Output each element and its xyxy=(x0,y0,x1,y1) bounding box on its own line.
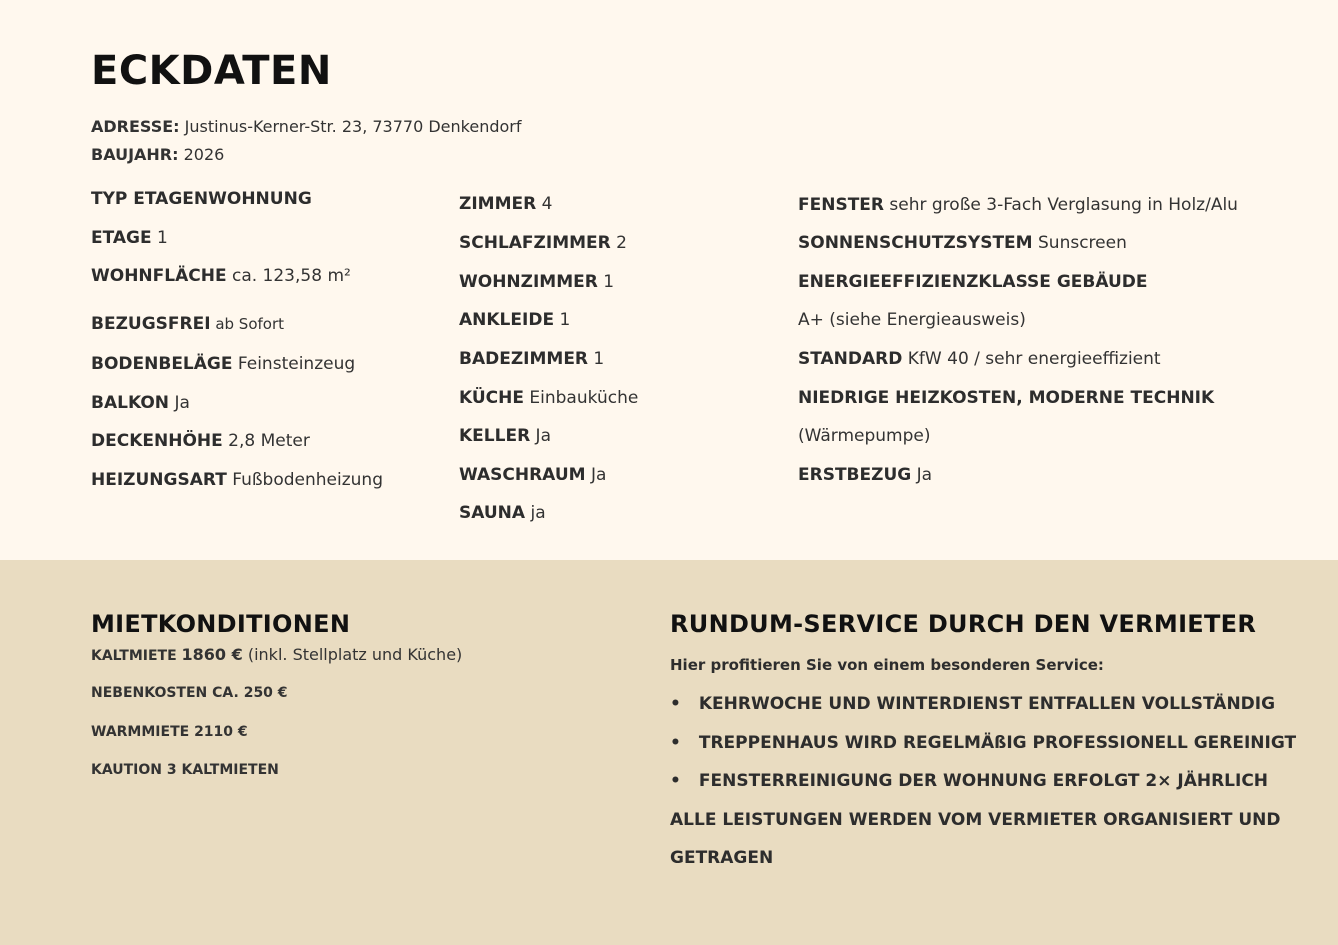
eckdaten-title: ECKDATEN xyxy=(91,48,332,94)
fact-value: 1 xyxy=(597,272,615,292)
fact-balkon xyxy=(91,393,190,413)
fact-value: ca. 123,58 m² xyxy=(226,266,351,286)
bullet-dot: • xyxy=(670,733,681,753)
service-title: RUNDUM-SERVICE DURCH DEN VERMIETER xyxy=(670,610,1257,638)
baujahr-value: 2026 xyxy=(178,145,225,164)
fact-label: ANKLEIDE xyxy=(459,310,555,330)
fact-heizungsart xyxy=(91,470,383,490)
fact-value: 1 xyxy=(554,310,571,330)
fact-label: BEZUGSFREI xyxy=(91,314,211,334)
fact-fenster xyxy=(798,195,1238,215)
service-bullet xyxy=(670,733,1296,753)
adresse-value: Justinus-Kerner-Str. 23, 73770 Denkendorf xyxy=(179,117,522,136)
kaution-line xyxy=(91,762,279,778)
fact-label: NIEDRIGE HEIZKOSTEN, MODERNE TECHNIK xyxy=(798,388,1215,408)
fact-value: 2,8 Meter xyxy=(222,431,310,451)
kaltmiete-note: (inkl. Stellplatz und Küche) xyxy=(242,645,463,664)
kaltmiete-label: KALTMIETE xyxy=(91,648,182,664)
fact-label: ERSTBEZUG xyxy=(798,465,912,485)
fact-schlafzimmer xyxy=(459,233,627,253)
fact-label: FENSTER xyxy=(798,195,884,215)
fact-heizkosten xyxy=(798,388,1214,408)
fact-bezugsfrei xyxy=(91,314,284,334)
fact-ankleide xyxy=(459,310,570,330)
fact-wohnflaeche xyxy=(91,266,351,286)
fact-label: DECKENHÖHE xyxy=(91,431,223,451)
kaution-text: KAUTION 3 KALTMIETEN xyxy=(91,762,279,778)
service-bullet xyxy=(670,771,1268,791)
warmmiete-value: 2110 € xyxy=(194,724,248,740)
fact-label: TYP ETAGENWOHNUNG xyxy=(91,189,312,209)
fact-value: ja xyxy=(525,503,546,523)
nebenkosten-line xyxy=(91,685,288,701)
fact-label: BADEZIMMER xyxy=(459,349,589,369)
fact-label: BALKON xyxy=(91,393,170,413)
fact-waschraum xyxy=(459,465,606,485)
fact-sonnenschutz xyxy=(798,233,1127,253)
fact-label: WOHNZIMMER xyxy=(459,272,598,292)
fact-standard xyxy=(798,349,1161,369)
fact-label: STANDARD xyxy=(798,349,903,369)
service-closing-line1: ALLE LEISTUNGEN WERDEN VOM VERMIETER ORGANISIERT UND xyxy=(670,810,1281,830)
fact-value: Sunscreen xyxy=(1032,233,1127,253)
fact-energieeffizienz xyxy=(798,272,1148,292)
fact-energieklasse-value xyxy=(798,310,1026,330)
fact-value: Ja xyxy=(585,465,607,485)
baujahr-label: BAUJAHR: xyxy=(91,145,179,164)
service-bullet-text: FENSTERREINIGUNG DER WOHNUNG ERFOLGT 2× JÄHRLICH xyxy=(698,771,1269,791)
fact-value: sehr große 3-Fach Verglasung in Holz/Alu xyxy=(884,195,1238,215)
fact-bodenbelaege xyxy=(91,354,355,374)
fact-label: SONNENSCHUTZSYSTEM xyxy=(798,233,1033,253)
mietkonditionen-title: MIETKONDITIONEN xyxy=(91,610,351,638)
fact-deckenhoehe xyxy=(91,431,310,451)
kaltmiete-line xyxy=(91,645,462,664)
fact-zimmer xyxy=(459,194,552,214)
service-closing-line2: GETRAGEN xyxy=(670,848,774,868)
nebenkosten-value: 250 € xyxy=(243,685,288,701)
service-bullet-text: KEHRWOCHE UND WINTERDIENST ENTFALLEN VOLLSTÄNDIG xyxy=(698,694,1276,714)
fact-value: 4 xyxy=(536,194,553,214)
fact-label: ENERGIEEFFIZIENZKLASSE GEBÄUDE xyxy=(798,272,1148,292)
conditions-section xyxy=(0,560,1338,945)
fact-label: SCHLAFZIMMER xyxy=(459,233,611,253)
fact-badezimmer xyxy=(459,349,604,369)
fact-label: KELLER xyxy=(459,426,531,446)
fact-value: Ja xyxy=(530,426,551,446)
bullet-dot: • xyxy=(670,694,681,714)
fact-keller xyxy=(459,426,551,446)
fact-waermepumpe xyxy=(798,426,931,446)
fact-value: Feinsteinzeug xyxy=(232,354,356,374)
fact-value: Einbauküche xyxy=(524,388,639,408)
fact-value: A+ (siehe Energieausweis) xyxy=(798,310,1026,330)
fact-label: KÜCHE xyxy=(459,388,524,408)
fact-value: 1 xyxy=(588,349,605,369)
fact-label: WOHNFLÄCHE xyxy=(91,266,227,286)
fact-wohnzimmer xyxy=(459,272,614,292)
fact-kueche xyxy=(459,388,638,408)
fact-erstbezug xyxy=(798,465,932,485)
kaltmiete-value: 1860 € xyxy=(181,645,243,664)
warmmiete-line xyxy=(91,724,248,740)
bullet-dot: • xyxy=(670,771,681,791)
fact-value: 2 xyxy=(610,233,627,253)
fact-value: KfW 40 / sehr energieeffizient xyxy=(902,349,1161,369)
fact-label: WASCHRAUM xyxy=(459,465,586,485)
fact-value: Fußbodenheizung xyxy=(226,470,383,490)
fact-etage xyxy=(91,228,168,248)
fact-label: HEIZUNGSART xyxy=(91,470,227,490)
fact-label: ZIMMER xyxy=(459,194,537,214)
fact-label: ETAGE xyxy=(91,228,152,248)
fact-typ xyxy=(91,189,312,209)
fact-value: Ja xyxy=(911,465,933,485)
fact-value: ab Sofort xyxy=(210,315,285,333)
service-intro: Hier profitieren Sie von einem besonderen Service: xyxy=(670,656,1104,674)
fact-value: 1 xyxy=(151,228,168,248)
service-bullet-text: TREPPENHAUS WIRD REGELMÄßIG PROFESSIONELL GEREINIGT xyxy=(698,733,1297,753)
nebenkosten-label: NEBENKOSTEN CA. xyxy=(91,685,244,701)
service-bullet xyxy=(670,694,1275,714)
baujahr-line xyxy=(91,145,224,164)
adresse-line xyxy=(91,117,521,136)
fact-value: (Wärmepumpe) xyxy=(798,426,931,446)
fact-value: Ja xyxy=(169,393,190,413)
fact-sauna xyxy=(459,503,546,523)
fact-label: BODENBELÄGE xyxy=(91,354,233,374)
warmmiete-label: WARMMIETE xyxy=(91,724,195,740)
adresse-label: ADRESSE: xyxy=(91,117,180,136)
fact-label: SAUNA xyxy=(459,503,526,523)
